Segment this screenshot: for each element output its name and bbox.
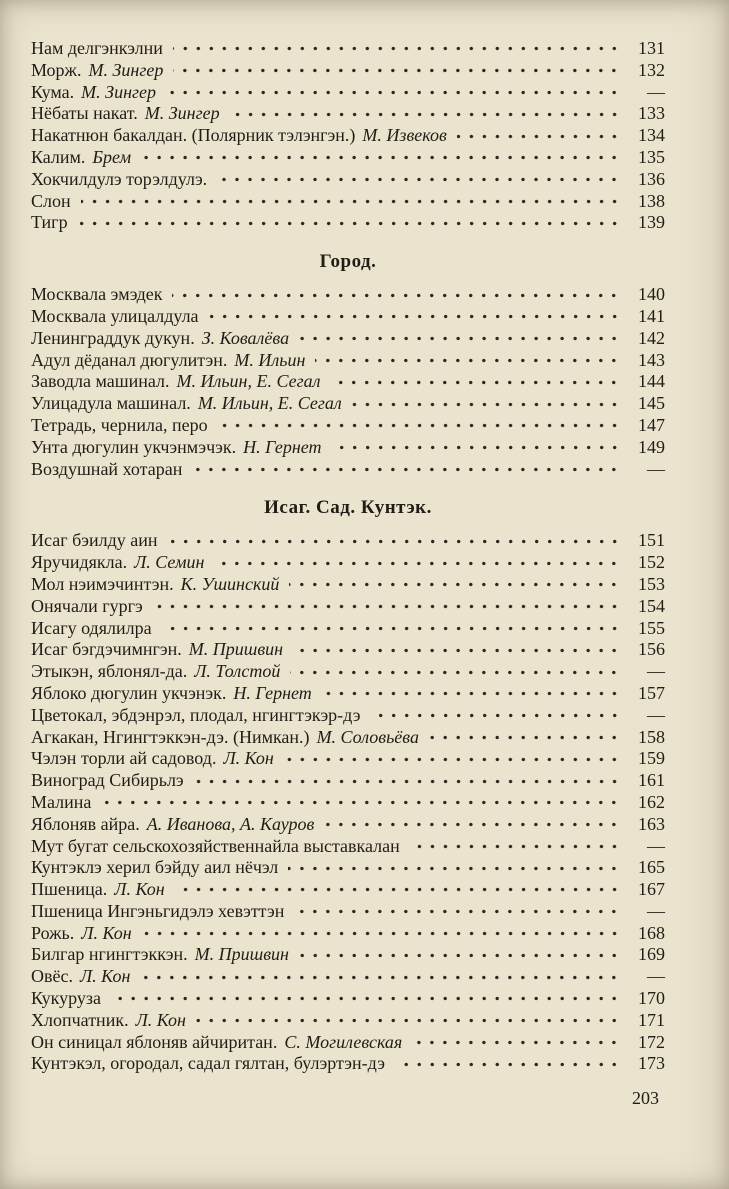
toc-entry xyxy=(31,966,665,988)
toc-entry xyxy=(31,169,665,191)
entry-page-number: 165 xyxy=(638,857,665,878)
entry-page-number: 141 xyxy=(638,305,665,326)
toc-entry xyxy=(31,1010,665,1032)
entry-page-number: 139 xyxy=(638,212,665,233)
entry-page-number: 151 xyxy=(638,530,665,551)
entry-title: Калим. xyxy=(31,146,86,167)
dot-leader xyxy=(429,735,625,740)
entry-title: Тетрадь, чернила, перо xyxy=(31,414,208,435)
entry-title: Чэлэн торли ай садовод. xyxy=(31,748,217,769)
dot-leader xyxy=(162,626,625,631)
entry-title: Яручидякла. xyxy=(31,552,128,573)
entry-author: Брем xyxy=(92,146,132,167)
entry-author: Л. Кон xyxy=(223,748,274,769)
entry-title: Нам делгэнкэлни xyxy=(31,38,163,58)
dot-leader xyxy=(395,1062,625,1067)
dot-leader xyxy=(166,90,625,95)
entry-page-number: 144 xyxy=(638,371,665,392)
toc-entry xyxy=(31,103,665,125)
entry-title: Москвала улицалдула xyxy=(31,305,199,326)
dot-leader xyxy=(324,822,625,827)
entry-page-number: — xyxy=(647,704,665,725)
dot-leader xyxy=(194,779,625,784)
entry-page-number: 153 xyxy=(638,573,665,594)
entry-title: Агкакан, Нгингтэккэн-дэ. (Нимкан.) xyxy=(31,726,310,747)
page-number: 203 xyxy=(632,1088,659,1108)
entry-title: Онячали гургэ xyxy=(31,595,143,616)
toc-entry xyxy=(31,705,665,727)
entry-title: Виноград Сибирьлэ xyxy=(31,770,184,791)
toc-entry xyxy=(31,459,665,481)
entry-title: Слон xyxy=(31,190,71,211)
entry-author: М. Ильин xyxy=(234,349,306,370)
entry-page-number: 145 xyxy=(638,393,665,414)
entry-title: Москвала эмэдек xyxy=(31,284,163,305)
entry-page-number: 158 xyxy=(638,726,665,747)
entry-author: М. Зингер xyxy=(88,59,164,80)
toc-entry xyxy=(31,60,665,82)
entry-page-number: 140 xyxy=(638,284,665,305)
entry-title: Хлопчатник. xyxy=(31,1009,129,1030)
entry-title: Хокчилдулэ торэлдулэ. xyxy=(31,168,208,189)
dot-leader xyxy=(299,336,625,341)
entry-title: Малина xyxy=(31,791,92,812)
entry-title: Кунтэкэл, огородал, садал гялтан, булэртэн-дэ xyxy=(31,1053,385,1074)
entry-page-number: 170 xyxy=(638,988,665,1009)
dot-leader xyxy=(214,561,625,566)
entry-author: М. Пришвин xyxy=(188,639,284,660)
entry-title: Он синицал яблоняв айчиритан. xyxy=(31,1031,278,1052)
entry-page-number: 161 xyxy=(638,770,665,791)
toc-entry xyxy=(31,415,665,437)
entry-page-number: 149 xyxy=(638,436,665,457)
entry-title: Яблоко дюгулин укчэнэк. xyxy=(31,682,227,703)
entry-page-number: — xyxy=(647,81,665,102)
entry-page-number: 169 xyxy=(638,944,665,965)
toc-entry xyxy=(31,944,665,966)
entry-title: Накатнюн бакалдан. (Полярник тэлэнгэн.) xyxy=(31,125,356,146)
dot-leader xyxy=(168,539,626,544)
dot-leader xyxy=(111,996,625,1001)
entry-title: Мут бугат сельскохозяйственнайла выставкалан xyxy=(31,835,400,856)
toc-entry xyxy=(31,147,665,169)
entry-author: Н. Гернет xyxy=(243,436,322,457)
entry-author: М. Ильин, Е. Сегал xyxy=(197,393,342,414)
dot-leader xyxy=(218,423,625,428)
entry-page-number: 152 xyxy=(638,552,665,573)
dot-leader xyxy=(175,887,625,892)
dot-leader xyxy=(290,670,625,675)
entry-author: Л. Кон xyxy=(79,966,131,987)
toc-entry xyxy=(31,371,665,393)
dot-leader xyxy=(173,46,625,51)
table-of-contents xyxy=(31,38,665,1075)
entry-author: Л. Семин xyxy=(134,552,205,573)
dot-leader xyxy=(78,221,625,226)
entry-author: М. Извеков xyxy=(362,125,447,146)
entry-author: М. Ильин, Е. Сегал xyxy=(176,371,321,392)
toc-entry xyxy=(31,393,665,415)
entry-title: Рожь. xyxy=(31,922,75,943)
entry-title: Исаг бэилду аин xyxy=(31,530,158,551)
entry-page-number: 167 xyxy=(638,879,665,900)
toc-entry xyxy=(31,639,665,661)
dot-leader xyxy=(196,1018,625,1023)
entry-page-number: 134 xyxy=(638,125,665,146)
entry-title: Билгар нгингтэккэн. xyxy=(31,944,188,965)
toc-entry xyxy=(31,857,665,879)
entry-author: Н. Гернет xyxy=(233,682,312,703)
dot-leader xyxy=(352,402,625,407)
toc-entry xyxy=(31,792,665,814)
toc-entry xyxy=(31,125,665,147)
toc-entry xyxy=(31,748,665,770)
toc-entry xyxy=(31,328,665,350)
toc-entry xyxy=(31,901,665,923)
toc-entry xyxy=(31,1053,665,1075)
entry-author: М. Зингер xyxy=(144,103,220,124)
entry-author: К. Ушинский xyxy=(180,573,280,594)
entry-title: Мол нэимэчинтэн. xyxy=(31,573,174,594)
dot-leader xyxy=(141,155,625,160)
entry-title: Цветокал, эбдэнрэл, плодал, нгингтэкэр-дэ xyxy=(31,704,361,725)
dot-leader xyxy=(172,293,625,298)
entry-title: Нёбаты накат. xyxy=(31,103,138,124)
entry-title: Исагу одялилра xyxy=(31,617,152,638)
entry-author: А. Иванова, А. Кауров xyxy=(146,813,315,834)
entry-page-number: 168 xyxy=(638,922,665,943)
entry-author: М. Соловьёва xyxy=(316,726,419,747)
entry-title: Ленинграддук дукун. xyxy=(31,327,195,348)
toc-entry xyxy=(31,1032,665,1054)
dot-leader xyxy=(315,358,625,363)
entry-title: Пшеница. xyxy=(31,879,108,900)
entry-title: Пшеница Ингэньгидэлэ хевэттэн xyxy=(31,900,285,921)
dot-leader xyxy=(192,467,625,472)
dot-leader xyxy=(217,177,625,182)
toc-entry xyxy=(31,530,665,552)
dot-leader xyxy=(412,1040,625,1045)
dot-leader xyxy=(322,691,625,696)
toc-entry xyxy=(31,661,665,683)
entry-page-number: 157 xyxy=(638,682,665,703)
entry-title: Овёс. xyxy=(31,966,73,987)
entry-page-number: 138 xyxy=(638,190,665,211)
entry-page-number: 172 xyxy=(638,1031,665,1052)
entry-author: Л. Кон xyxy=(135,1009,186,1030)
entry-page-number: 147 xyxy=(638,414,665,435)
entry-title: Кунтэклэ херил бэйду аил нёчэл xyxy=(31,857,279,878)
toc-entry xyxy=(31,284,665,306)
entry-page-number: 143 xyxy=(638,349,665,370)
dot-leader xyxy=(173,68,625,73)
toc-entry xyxy=(31,683,665,705)
entry-title: Исаг бэгдэчимнгэн. xyxy=(31,639,182,660)
entry-page-number: 171 xyxy=(638,1009,665,1030)
entry-page-number: — xyxy=(647,458,665,479)
dot-leader xyxy=(294,909,625,914)
dot-leader xyxy=(140,975,625,980)
entry-author: Л. Кон xyxy=(81,922,132,943)
toc-entry xyxy=(31,836,665,858)
entry-page-number: 131 xyxy=(638,38,665,58)
entry-page-number: 155 xyxy=(638,617,665,638)
entry-author: Л. Толстой xyxy=(194,661,281,682)
entry-page-number: — xyxy=(647,835,665,856)
entry-title: Адул дёданал дюгулитэн. xyxy=(31,349,228,370)
toc-entry xyxy=(31,306,665,328)
entry-page-number: 162 xyxy=(638,791,665,812)
entry-author: М. Зингер xyxy=(81,81,157,102)
entry-page-number: 159 xyxy=(638,748,665,769)
dot-leader xyxy=(330,380,625,385)
entry-page-number: 154 xyxy=(638,595,665,616)
entry-author: Л. Кон xyxy=(114,879,165,900)
dot-leader xyxy=(410,844,625,849)
dot-leader xyxy=(332,445,625,450)
entry-title: Кукуруза xyxy=(31,988,102,1009)
toc-entry xyxy=(31,770,665,792)
dot-leader xyxy=(288,866,625,871)
entry-title: Унта дюгулин укчэнмэчэк. xyxy=(31,436,237,457)
dot-leader xyxy=(153,604,625,609)
toc-entry xyxy=(31,988,665,1010)
entry-title: Кума. xyxy=(31,81,75,102)
toc-entry xyxy=(31,38,665,60)
toc-entry xyxy=(31,923,665,945)
entry-page-number: — xyxy=(647,661,665,682)
dot-leader xyxy=(284,757,625,762)
toc-entry xyxy=(31,437,665,459)
toc-entry xyxy=(31,552,665,574)
toc-entry xyxy=(31,191,665,213)
toc-entry xyxy=(31,596,665,618)
dot-leader xyxy=(293,648,625,653)
entry-page-number: — xyxy=(647,900,665,921)
entry-title: Этыкэн, яблонял-да. xyxy=(31,661,188,682)
entry-title: Тигр xyxy=(31,212,68,233)
entry-author: М. Пришвин xyxy=(194,944,289,965)
entry-page-number: 163 xyxy=(638,813,665,834)
entry-page-number: 136 xyxy=(638,168,665,189)
entry-author: З. Ковалёва xyxy=(201,327,290,348)
entry-title: Заводла машинал. xyxy=(31,371,170,392)
dot-leader xyxy=(101,800,625,805)
entry-page-number: 133 xyxy=(638,103,665,124)
dot-leader xyxy=(142,931,625,936)
entry-page-number: 142 xyxy=(638,327,665,348)
dot-leader xyxy=(230,112,625,117)
entry-title: Морж. xyxy=(31,59,82,80)
entry-author: С. Могилевская xyxy=(284,1031,403,1052)
entry-page-number: 132 xyxy=(638,59,665,80)
entry-title: Воздушнай хотаран xyxy=(31,458,183,479)
toc-entry xyxy=(31,727,665,749)
entry-page-number: 156 xyxy=(638,639,665,660)
dot-leader xyxy=(81,199,625,204)
toc-entry xyxy=(31,82,665,104)
section-heading: Город. xyxy=(319,251,377,273)
toc-entry xyxy=(31,879,665,901)
dot-leader xyxy=(457,134,625,139)
entry-page-number: — xyxy=(647,966,665,987)
dot-leader xyxy=(299,953,625,958)
dot-leader xyxy=(371,713,626,718)
toc-entry xyxy=(31,814,665,836)
section-heading: Исаг. Сад. Кунтэк. xyxy=(264,497,432,519)
toc-entry xyxy=(31,212,665,234)
toc-entry xyxy=(31,350,665,372)
entry-title: Яблоняв айра. xyxy=(31,813,140,834)
toc-entry xyxy=(31,574,665,596)
dot-leader xyxy=(289,582,625,587)
entry-page-number: 173 xyxy=(638,1053,665,1074)
entry-page-number: 135 xyxy=(638,146,665,167)
entry-title: Улицадула машинал. xyxy=(31,393,191,414)
toc-entry xyxy=(31,618,665,640)
dot-leader xyxy=(209,314,625,319)
